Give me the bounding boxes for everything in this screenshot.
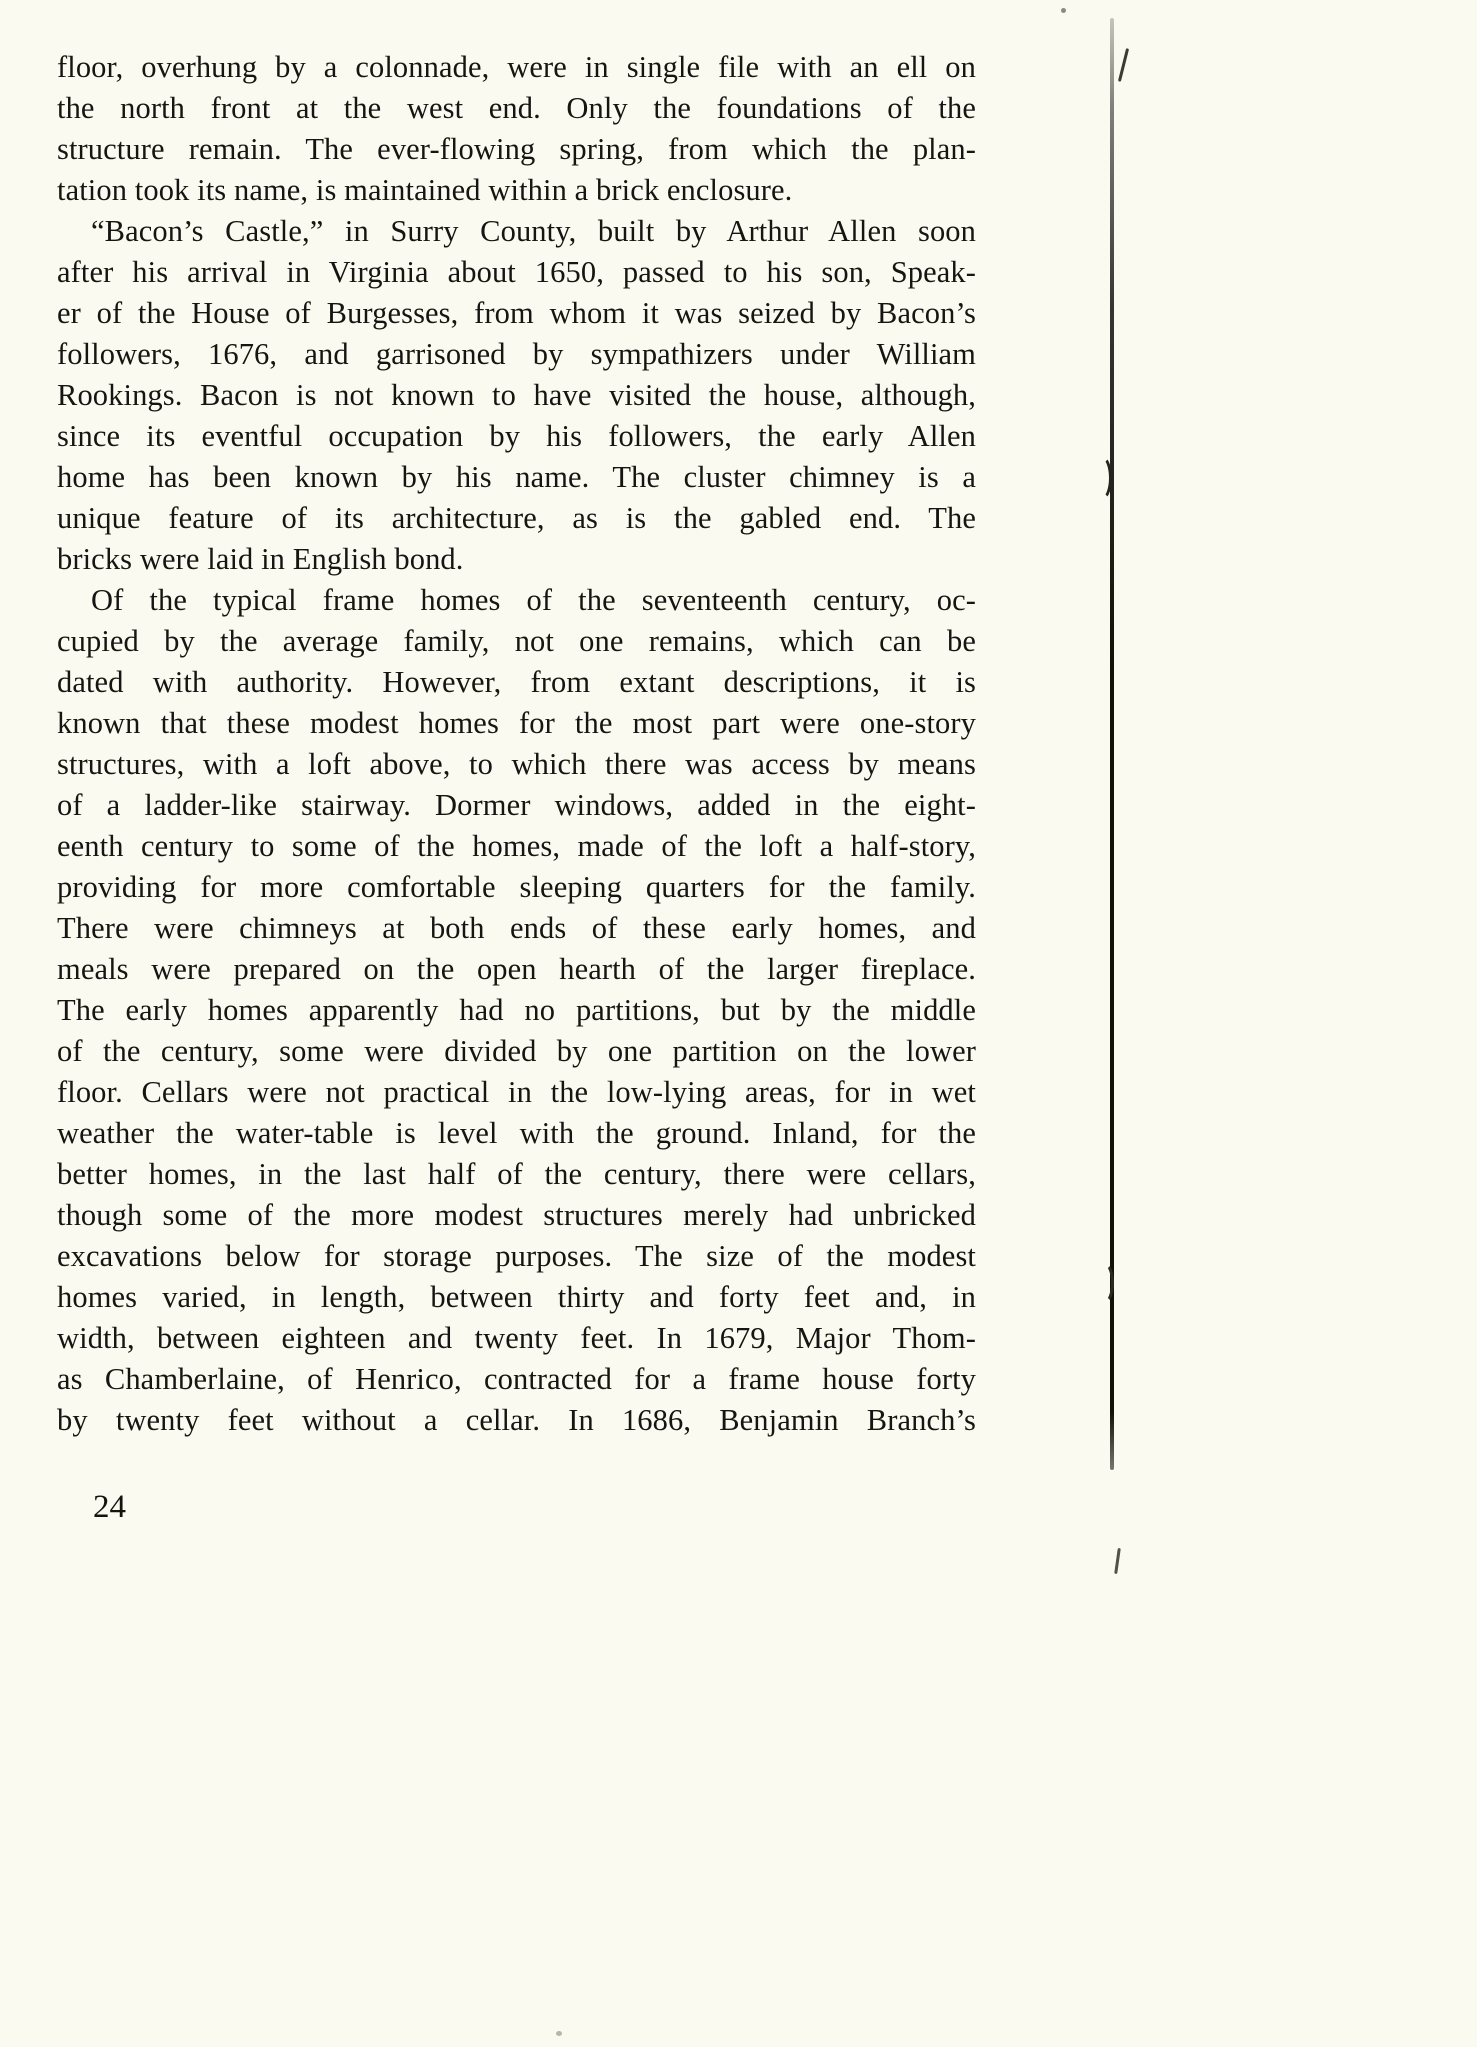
text-line: structures, with a loft above, to which there was access by means [57,747,976,781]
scan-hook-mark-lower [1094,1262,1114,1304]
text-line: width, between eighteen and twenty feet. In 1679, Major Thom- [57,1321,976,1355]
text-line: The early homes apparently had no partitions, but by the middle [57,993,976,1027]
text-line: after his arrival in Virginia about 1650, passed to his son, Speak- [57,255,976,289]
text-line: of a ladder-like stairway. Dormer windows, added in the eight- [57,788,976,822]
text-line: though some of the more modest structures merely had unbricked [57,1198,976,1232]
page-edge-scan-line [1110,18,1114,1470]
text-line: structure remain. The ever-flowing spring, from which the plan- [57,132,976,166]
text-line: tation took its name, is maintained within a brick enclosure. [57,173,793,207]
text-line: cupied by the average family, not one remains, which can be [57,624,976,658]
text-line: followers, 1676, and garrisoned by sympathizers under William [57,337,976,371]
text-line: known that these modest homes for the most part were one-story [57,706,976,740]
page-number: 24 [93,1489,126,1525]
text-line: Rookings. Bacon is not known to have visited the house, although, [57,378,976,412]
paragraph [57,211,976,580]
text-line: of the century, some were divided by one partition on the lower [57,1034,976,1068]
text-line: homes varied, in length, between thirty and forty feet and, in [57,1280,976,1314]
text-line: weather the water-table is level with the ground. Inland, for the [57,1116,976,1150]
text-line: There were chimneys at both ends of these early homes, and [57,911,976,945]
text-line: the north front at the west end. Only the foundations of the [57,91,976,125]
scan-mark-bottom [1114,1548,1121,1574]
paragraph [57,580,976,1441]
text-line: bricks were laid in English bond. [57,542,464,576]
text-line: floor. Cellars were not practical in the low-lying areas, for in wet [57,1075,976,1109]
scan-hook-mark-upper [1090,455,1112,501]
text-line: Of the typical frame homes of the seventeenth century, oc- [91,583,976,617]
text-line: home has been known by his name. The cluster chimney is a [57,460,976,494]
paragraph [57,47,976,211]
text-line: dated with authority. However, from extant descriptions, it is [57,665,976,699]
scan-speck-top [1061,8,1066,13]
text-line: by twenty feet without a cellar. In 1686, Benjamin Branch’s [57,1403,976,1437]
text-line: er of the House of Burgesses, from whom it was seized by Bacon’s [57,296,976,330]
text-line: as Chamberlaine, of Henrico, contracted for a frame house forty [57,1362,976,1396]
scan-mark-top [1118,48,1129,82]
scan-speck-bottom [556,2031,562,2036]
text-line: since its eventful occupation by his followers, the early Allen [57,419,976,453]
text-line: excavations below for storage purposes. The size of the modest [57,1239,976,1273]
text-line: meals were prepared on the open hearth of the larger fireplace. [57,952,976,986]
body-text [57,47,976,1441]
text-line: floor, overhung by a colonnade, were in single file with an ell on [57,50,976,84]
text-line: eenth century to some of the homes, made of the loft a half-story, [57,829,976,863]
text-line: unique feature of its architecture, as is the gabled end. The [57,501,976,535]
text-line: providing for more comfortable sleeping quarters for the family. [57,870,976,904]
text-line: “Bacon’s Castle,” in Surry County, built by Arthur Allen soon [91,214,976,248]
text-line: better homes, in the last half of the century, there were cellars, [57,1157,976,1191]
